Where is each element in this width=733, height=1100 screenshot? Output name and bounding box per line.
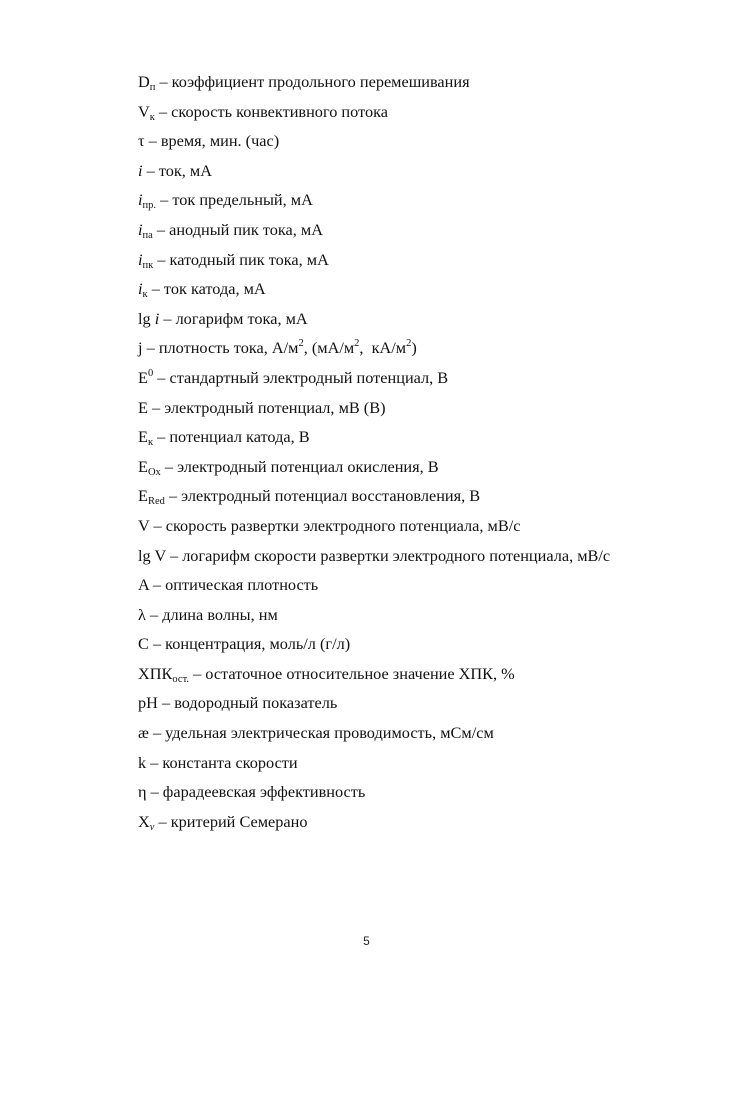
symbol: $i_{пк}$ xyxy=(138,249,154,271)
definition-item xyxy=(138,215,718,245)
symbol: $i_{па}$ xyxy=(138,219,153,241)
definition-item xyxy=(138,570,718,600)
definition-item xyxy=(138,422,718,452)
definition-text: – константа скорости xyxy=(146,752,298,772)
definition-item xyxy=(138,629,718,659)
definition-text: – критерий Семерано xyxy=(154,811,308,831)
definition-text: – электродный потенциал восстановления, В xyxy=(164,486,481,506)
symbol: æ xyxy=(138,723,149,743)
definition-item xyxy=(138,807,718,837)
definition-item xyxy=(138,333,718,363)
definition-text: – коэффициент продольного перемешивания xyxy=(155,72,470,91)
definition-text: – электродный потенциал окисления, В xyxy=(160,456,439,476)
definition-text: – остаточное относительное значение ХПК, % xyxy=(189,663,515,683)
symbol: λ xyxy=(138,604,146,624)
symbol: $E^0$ xyxy=(138,367,154,387)
definition-text: – электродный потенциал, мВ (В) xyxy=(147,397,386,417)
symbol: $ХПК_{ост.}$ xyxy=(138,663,189,685)
definition-item xyxy=(138,126,718,156)
symbol: k xyxy=(138,752,147,772)
definition-text: – логарифм скорости развертки электродного потенциала, мВ/с xyxy=(165,545,611,565)
definition-item xyxy=(138,511,718,541)
symbol: lg V xyxy=(138,545,166,565)
definition-item xyxy=(138,452,718,482)
definition-item xyxy=(138,688,718,718)
definition-item xyxy=(138,748,718,778)
definition-text: – анодный пик тока, мА xyxy=(152,219,323,239)
symbol: lg i xyxy=(138,308,160,328)
symbol: $V_к$ xyxy=(138,101,155,123)
definition-text: – оптическая плотность xyxy=(148,575,319,595)
definition-text: – скорость развертки электродного потенциала, мВ/с xyxy=(149,515,521,535)
definition-item xyxy=(138,659,718,689)
definition-item xyxy=(138,97,718,127)
symbol: E xyxy=(138,397,148,417)
definition-text: – катодный пик тока, мА xyxy=(153,249,329,269)
symbol: i xyxy=(138,160,143,180)
definition-item xyxy=(138,393,718,423)
definition-item xyxy=(138,304,718,334)
symbol: pH xyxy=(138,693,158,713)
definition-text: – концентрация, моль/л (г/л) xyxy=(148,634,351,654)
symbol: j xyxy=(138,338,143,358)
definition-text: – скорость конвективного потока xyxy=(154,101,389,121)
symbol: $D_п$ xyxy=(138,72,156,93)
symbol: $i_к$ xyxy=(138,279,148,301)
definition-item xyxy=(138,245,718,275)
symbol: A xyxy=(138,575,149,595)
definition-text: – ток предельный, мА xyxy=(156,190,313,210)
definition-item xyxy=(138,541,718,571)
definition-text: – потенциал катода, В xyxy=(153,427,310,447)
symbol: C xyxy=(138,634,149,654)
definition-item xyxy=(138,185,718,215)
definition-item xyxy=(138,363,718,393)
symbol-definition-list xyxy=(138,67,718,836)
symbol: $E_к$ xyxy=(138,427,154,449)
symbol: $X_\nu$ xyxy=(138,811,155,833)
definition-text: – фарадеевская эффективность xyxy=(146,782,366,802)
definition-item xyxy=(138,718,718,748)
definition-item xyxy=(138,156,718,186)
definition-item xyxy=(138,600,718,630)
definition-text: – стандартный электродный потенциал, В xyxy=(153,367,449,387)
symbol: τ xyxy=(138,131,145,151)
symbol: $i_{пр.}$ xyxy=(138,190,157,212)
definition-text: – удельная электрическая проводимость, мСм/см xyxy=(148,723,494,743)
definition-text: – время, мин. (час) xyxy=(144,131,280,151)
definition-text: – ток, мА xyxy=(142,160,212,180)
symbol: η xyxy=(138,782,147,802)
symbol: V xyxy=(138,515,150,535)
definition-item xyxy=(138,777,718,807)
symbol: $E_{Ox}$ xyxy=(138,456,161,478)
definition-item xyxy=(138,67,718,97)
definition-item xyxy=(138,274,718,304)
definition-text: – логарифм тока, мА xyxy=(159,308,308,328)
definition-text: – длина волны, нм xyxy=(145,604,278,624)
definition-text: – водородный показатель xyxy=(157,693,338,713)
definition-text: – плотность тока, $А/м^2$, ($мА/м^2$, $кА/м^2$) xyxy=(142,338,417,358)
definition-text: – ток катода, мА xyxy=(147,279,266,299)
definition-item xyxy=(138,481,718,511)
symbol: $E_{Red}$ xyxy=(138,486,165,508)
page-number: 5 xyxy=(363,934,370,948)
